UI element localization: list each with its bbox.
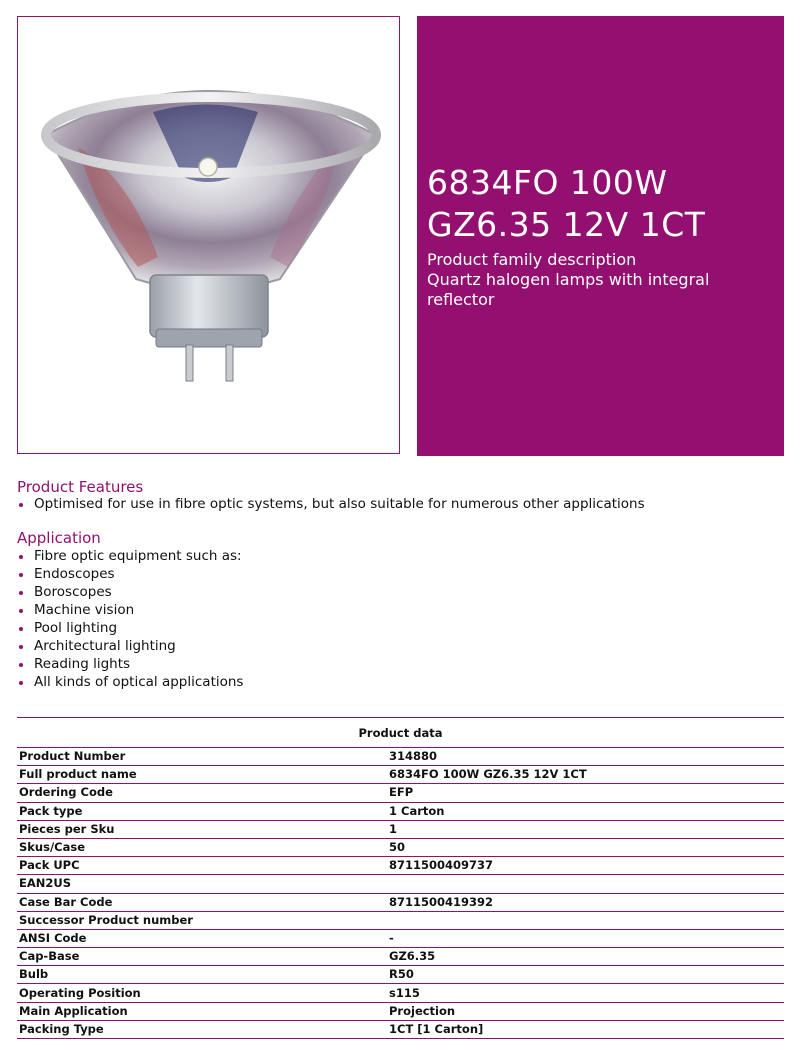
row-value: 314880 — [389, 748, 784, 766]
row-label: Full product name — [17, 766, 389, 784]
list-item: Architectural lighting — [17, 637, 243, 655]
list-item: All kinds of optical applications — [17, 673, 243, 691]
list-item: Reading lights — [17, 655, 243, 673]
row-value: 8711500409737 — [389, 857, 784, 875]
list-item: Fibre optic equipment such as: — [17, 547, 243, 565]
row-value: GZ6.35 — [389, 948, 784, 966]
row-value: 8711500419392 — [389, 893, 784, 911]
row-label: Product Number — [17, 748, 389, 766]
row-label: Cap-Base — [17, 948, 389, 966]
row-value: 1 — [389, 820, 784, 838]
row-value: - — [389, 929, 784, 947]
product-data-heading: Product data — [17, 718, 784, 748]
row-label: Operating Position — [17, 984, 389, 1002]
row-value: 1 Carton — [389, 802, 784, 820]
table-row — [17, 857, 784, 875]
product-family-description: Quartz halogen lamps with integral reflector — [427, 270, 710, 309]
row-label: Bulb — [17, 966, 389, 984]
list-item: Optimised for use in fibre optic systems, but also suitable for numerous other applications — [17, 495, 645, 513]
table-row — [17, 948, 784, 966]
list-item: Boroscopes — [17, 583, 243, 601]
features-heading: Product Features — [17, 478, 144, 496]
product-data-table — [17, 717, 784, 1039]
list-item: Pool lighting — [17, 619, 243, 637]
table-row — [17, 820, 784, 838]
row-value — [389, 911, 784, 929]
row-label: Successor Product number — [17, 911, 389, 929]
features-list — [17, 495, 645, 513]
table-row — [17, 766, 784, 784]
row-label: Ordering Code — [17, 784, 389, 802]
row-value — [389, 875, 784, 893]
list-item: Endoscopes — [17, 565, 243, 583]
product-title: 6834FO 100W GZ6.35 12V 1CT — [427, 163, 706, 244]
row-value: R50 — [389, 966, 784, 984]
table-row — [17, 966, 784, 984]
row-value: Projection — [389, 1002, 784, 1020]
application-list — [17, 547, 243, 691]
row-label: EAN2US — [17, 875, 389, 893]
row-label: Main Application — [17, 1002, 389, 1020]
list-item: Machine vision — [17, 601, 243, 619]
table-row — [17, 875, 784, 893]
table-row — [17, 748, 784, 766]
title-panel — [417, 16, 784, 456]
table-row — [17, 893, 784, 911]
table-row — [17, 1020, 784, 1038]
table-row — [17, 984, 784, 1002]
table-header-row — [17, 718, 784, 748]
table-row — [17, 802, 784, 820]
table-row — [17, 929, 784, 947]
row-label: Packing Type — [17, 1020, 389, 1038]
row-label: Pack UPC — [17, 857, 389, 875]
row-label: Pack type — [17, 802, 389, 820]
table-row — [17, 838, 784, 856]
table-row — [17, 784, 784, 802]
table-row — [17, 1002, 784, 1020]
row-value: 6834FO 100W GZ6.35 12V 1CT — [389, 766, 784, 784]
table-row — [17, 911, 784, 929]
row-label: Skus/Case — [17, 838, 389, 856]
row-label: Pieces per Sku — [17, 820, 389, 838]
row-value: s115 — [389, 984, 784, 1002]
row-label: Case Bar Code — [17, 893, 389, 911]
row-value: EFP — [389, 784, 784, 802]
halogen-lamp-image — [18, 17, 399, 453]
row-value: 50 — [389, 838, 784, 856]
application-heading: Application — [17, 529, 101, 547]
product-image-frame — [17, 16, 400, 454]
row-value: 1CT [1 Carton] — [389, 1020, 784, 1038]
product-family-label: Product family description — [427, 250, 637, 269]
row-label: ANSI Code — [17, 929, 389, 947]
